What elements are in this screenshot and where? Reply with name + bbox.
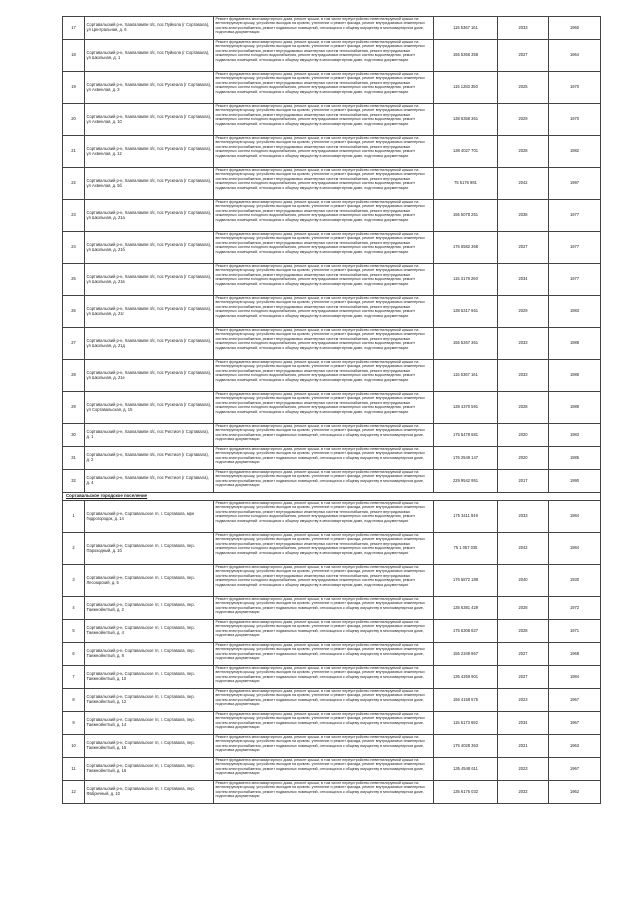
work-description-cell: Ремонт фундамента многоквартирного дома, ремонт крыши, в том числе переустройство невентилируемой крыши на вентилируемую крышу, устройство выходов на кровлю, утепление и ремонт фасада, ремонт внутридомовых инженерных систем электроснабжения, ремонт внутридомовых инженерных систем теплоснабжения, ремонт внутридомовых инженерных систем холодного водоснабжения, ремонт внутридомовых инженерных систем водоотведения, ремонт подвальных помещений, относящихся к общему имуществу в многоквартирном доме, подготовка документации <box>214 264 434 296</box>
row-number: 24 <box>63 232 85 264</box>
work-description-cell: Ремонт фундамента многоквартирного дома, ремонт крыши, в том числе переустройство невентилируемой крыши на вентилируемую крышу, устройство выходов на кровлю, утепление и ремонт фасада, ремонт внутридомовых инженерных систем электроснабжения, ремонт внутридомовых инженерных систем теплоснабжения, ремонт внутридомовых инженерных систем холодного водоснабжения, ремонт внутридомовых инженерных систем водоотведения, ремонт подвальных помещений, относящихся к общему имуществу в многоквартирном доме, подготовка документации <box>214 136 434 168</box>
table-body <box>63 17 601 804</box>
row-number: 17 <box>63 17 85 40</box>
work-description-cell: Ремонт фундамента многоквартирного дома, ремонт крыши, в том числе переустройство невентилируемой крыши на вентилируемую крышу, устройство выходов на кровлю, утепление и ремонт фасада, ремонт внутридомовых инженерных систем электроснабжения, ремонт подвальных помещений, относящихся к общему имуществу в многоквартирном доме, подготовка документации <box>214 666 434 689</box>
address-cell: Сортавальский р-н, Хаапалампи п/с, пос Рускеала (г Сортавала), ул Ахвенлая, д. 3 <box>85 72 214 104</box>
address-cell: Сортавальский р-н, Сортавальское гп, г. Сортавала, пер. Таежнойнлтый, д. 15 <box>85 735 214 758</box>
row-number: 8 <box>63 689 85 712</box>
row-number: 30 <box>63 424 85 447</box>
build-year-cell: 1977 <box>549 264 601 296</box>
cost-cell: 115 6173 692 <box>434 712 498 735</box>
table-row <box>63 232 601 264</box>
cost-cell: 229 9542 951 <box>434 470 498 493</box>
repair-year-cell: 2027 <box>498 666 549 689</box>
work-description-cell: Ремонт фундамента многоквартирного дома, ремонт крыши, в том числе переустройство невентилируемой крыши на вентилируемую крышу, устройство выходов на кровлю, утепление и ремонт фасада, ремонт внутридомовых инженерных систем электроснабжения, ремонт внутридомовых инженерных систем теплоснабжения, ремонт внутридомовых инженерных систем холодного водоснабжения, ремонт внутридомовых инженерных систем водоотведения, ремонт подвальных помещений, относящихся к общему имуществу в многоквартирном доме, подготовка документации <box>214 72 434 104</box>
build-year-cell: 1986 <box>549 360 601 392</box>
address-cell: Сортавальский р-н, Хаапалампи п/с, пос Пуйкола (г Сортавала), ул Школьная, д. 1 <box>85 40 214 72</box>
address-cell: Сортавальский р-н, Сортавальское гп, г. Сортавала, пер. Таежнойнлтый, д. 14 <box>85 712 214 735</box>
cost-cell: 176 2549 147 <box>434 447 498 470</box>
build-year-cell: 1960 <box>549 17 601 40</box>
cost-cell: 115 1283 350 <box>434 72 498 104</box>
address-cell: Сортавальский р-н, Сортавальское гп, г. Сортавала, пер. Таежнойнлтый, д. 16 <box>85 758 214 781</box>
repair-year-cell: 2027 <box>498 40 549 72</box>
repair-year-cell: 2028 <box>498 620 549 643</box>
repair-year-cell: 2028 <box>498 392 549 424</box>
work-description-cell: Ремонт фундамента многоквартирного дома, ремонт крыши, в том числе переустройство невентилируемой крыши на вентилируемую крышу, устройство выходов на кровлю, утепление и ремонт фасада, ремонт внутридомовых инженерных систем электроснабжения, ремонт внутридомовых инженерных систем теплоснабжения, ремонт внутридомовых инженерных систем холодного водоснабжения, ремонт внутридомовых инженерных систем водоотведения, ремонт подвальных помещений, относящихся к общему имуществу в многоквартирном доме, подготовка документации <box>214 392 434 424</box>
table-row <box>63 501 601 533</box>
cost-cell: 138 5317 661 <box>434 296 498 328</box>
table-row <box>63 424 601 447</box>
repair-year-cell: 2028 <box>498 136 549 168</box>
work-description-cell: Ремонт фундамента многоквартирного дома, ремонт крыши, в том числе переустройство невентилируемой крыши на вентилируемую крышу, устройство выходов на кровлю, утепление и ремонт фасада, ремонт внутридомовых инженерных систем электроснабжения, ремонт подвальных помещений, относящихся к общему имуществу в многоквартирном доме, подготовка документации <box>214 689 434 712</box>
table-row <box>63 689 601 712</box>
address-cell: Сортавальский р-н, Сортавальское гп, г. Сортавала, мрн Гидрогородок, д. 14 <box>85 501 214 533</box>
repair-year-cell: 2040 <box>498 565 549 597</box>
table-row <box>63 17 601 40</box>
address-cell: Сортавальский р-н, Хаапалампи п/с, пос Рускеала (г Сортавала), ул Ахвенлая, д. 12 <box>85 136 214 168</box>
document-page <box>62 16 582 804</box>
address-cell: Сортавальский р-н, Сортавальское гп, г. Сортавала, пер. Фабричный, д. 10 <box>85 781 214 804</box>
table-row <box>63 712 601 735</box>
cost-cell: 75 5176 981 <box>434 168 498 200</box>
build-year-cell: 1988 <box>549 328 601 360</box>
cost-cell: 175 3411 849 <box>434 501 498 533</box>
repair-year-cell: 2027 <box>498 232 549 264</box>
cost-cell: 175 6308 827 <box>434 620 498 643</box>
table-row <box>63 200 601 232</box>
work-description-cell: Ремонт фундамента многоквартирного дома, ремонт крыши, в том числе переустройство невентилируемой крыши на вентилируемую крышу, устройство выходов на кровлю, утепление и ремонт фасада, ремонт внутридомовых инженерных систем электроснабжения, ремонт внутридомовых инженерных систем теплоснабжения, ремонт внутридомовых инженерных систем холодного водоснабжения, ремонт внутридомовых инженерных систем водоотведения, ремонт подвальных помещений, относящихся к общему имуществу в многоквартирном доме, подготовка документации <box>214 168 434 200</box>
cost-cell: 176 5872 188 <box>434 565 498 597</box>
repair-year-cell: 2029 <box>498 296 549 328</box>
repair-year-cell: 2023 <box>498 689 549 712</box>
build-year-cell: 1967 <box>549 758 601 781</box>
address-cell: Сортавальский р-н, Сортавальское гп, г. Сортавала, пер. Пароходный, д. 1б <box>85 533 214 565</box>
table-row <box>63 735 601 758</box>
work-description-cell: Ремонт фундамента многоквартирного дома, ремонт крыши, в том числе переустройство невентилируемой крыши на вентилируемую крышу, устройство выходов на кровлю, утепление и ремонт фасада, ремонт внутридомовых инженерных систем электроснабжения, ремонт внутридомовых инженерных систем теплоснабжения, ремонт внутридомовых инженерных систем холодного водоснабжения, ремонт внутридомовых инженерных систем водоотведения, ремонт подвальных помещений, относящихся к общему имуществу в многоквартирном доме, подготовка документации <box>214 40 434 72</box>
table-row <box>63 643 601 666</box>
address-cell: Сортавальский р-н, Хаапалампи п/с, пос Ристиоя (г Сортавала), д. 4 <box>85 470 214 493</box>
repair-year-cell: 2028 <box>498 597 549 620</box>
address-cell: Сортавальский р-н, Хаапалампи п/с, пос Пуйкола (г Сортавала), ул Центральная, д. 6 <box>85 17 214 40</box>
table-row <box>63 72 601 104</box>
repair-year-cell: 2017 <box>498 470 549 493</box>
row-number: 1 <box>63 501 85 533</box>
work-description-cell: Ремонт фундамента многоквартирного дома, ремонт крыши, в том числе переустройство невентилируемой крыши на вентилируемую крышу, устройство выходов на кровлю, утепление и ремонт фасада, ремонт внутридомовых инженерных систем электроснабжения, ремонт подвальных помещений, относящихся к общему имуществу в многоквартирном доме, подготовка документации <box>214 781 434 804</box>
cost-cell: 175 4028 363 <box>434 735 498 758</box>
address-cell: Сортавальский р-н, Хаапалампи п/с, пос Рускеала (г Сортавала), ул Школьная, д. 21а <box>85 200 214 232</box>
cost-cell: 155 5267 361 <box>434 328 498 360</box>
repair-year-cell: 2034 <box>498 712 549 735</box>
table-row <box>63 620 601 643</box>
address-cell: Сортавальский р-н, Сортавальское гп, г. Сортавала, пер. Таежнойнлтый, д. 4 <box>85 620 214 643</box>
cost-cell: 155 5366 358 <box>434 40 498 72</box>
repair-year-cell: 2038 <box>498 200 549 232</box>
row-number: 2 <box>63 533 85 565</box>
build-year-cell: 1972 <box>549 597 601 620</box>
address-cell: Сортавальский р-н, Хаапалампи п/с, пос Рускеала (г Сортавала), ул Школьная, д. 21б <box>85 232 214 264</box>
row-number: 5 <box>63 620 85 643</box>
row-number: 9 <box>63 712 85 735</box>
table-row <box>63 565 601 597</box>
cost-cell: 138 4027 701 <box>434 136 498 168</box>
cost-cell: 135 6176 032 <box>434 781 498 804</box>
build-year-cell: 1977 <box>549 200 601 232</box>
build-year-cell: 1964 <box>549 40 601 72</box>
repair-year-cell: 2027 <box>498 643 549 666</box>
build-year-cell: 1984 <box>549 533 601 565</box>
table-row <box>63 328 601 360</box>
address-cell: Сортавальский р-н, Хаапалампи п/с, пос Рускеала (г Сортавала), ул Сортавальская, д. 15 <box>85 392 214 424</box>
table-row <box>63 360 601 392</box>
build-year-cell: 1990 <box>549 470 601 493</box>
work-description-cell: Ремонт фундамента многоквартирного дома, ремонт крыши, в том числе переустройство невентилируемой крыши на вентилируемую крышу, устройство выходов на кровлю, утепление и ремонт фасада, ремонт внутридомовых инженерных систем электроснабжения, ремонт внутридомовых инженерных систем теплоснабжения, ремонт внутридомовых инженерных систем холодного водоснабжения, ремонт внутридомовых инженерных систем водоотведения, ремонт подвальных помещений, относящихся к общему имуществу в многоквартирном доме, подготовка документации <box>214 200 434 232</box>
table-row <box>63 264 601 296</box>
build-year-cell: 1970 <box>549 72 601 104</box>
row-number: 29 <box>63 392 85 424</box>
row-number: 4 <box>63 597 85 620</box>
cost-cell: 115 5367 161 <box>434 17 498 40</box>
cost-cell: 155 4158 675 <box>434 689 498 712</box>
cost-cell: 138 6358 361 <box>434 104 498 136</box>
cost-cell: 135 6381 429 <box>434 597 498 620</box>
build-year-cell: 1967 <box>549 712 601 735</box>
table-row <box>63 104 601 136</box>
repair-year-cell: 2021 <box>498 735 549 758</box>
address-cell: Сортавальский р-н, Сортавальское гп, г. Сортавала, пер. Таежнойнлтый, д. 2 <box>85 597 214 620</box>
table-row <box>63 296 601 328</box>
build-year-cell: 1997 <box>549 168 601 200</box>
repair-year-cell: 2033 <box>498 17 549 40</box>
build-year-cell: 1971 <box>549 620 601 643</box>
address-cell: Сортавальский р-н, Хаапалампи п/с, пос Рускеала (г Сортавала), ул Школьная, д. 21д <box>85 328 214 360</box>
work-description-cell: Ремонт фундамента многоквартирного дома, ремонт крыши, в том числе переустройство невентилируемой крыши на вентилируемую крышу, устройство выходов на кровлю, утепление и ремонт фасада, ремонт внутридомовых инженерных систем электроснабжения, ремонт подвальных помещений, относящихся к общему имуществу в многоквартирном доме, подготовка документации <box>214 758 434 781</box>
table-row <box>63 533 601 565</box>
cost-cell: 175 5478 681 <box>434 424 498 447</box>
repair-year-cell: 2042 <box>498 533 549 565</box>
repair-year-cell: 2020 <box>498 447 549 470</box>
address-cell: Сортавальский р-н, Сортавальское гп, г. Сортавала, пер. Лесоюрский, д. 5 <box>85 565 214 597</box>
build-year-cell: 1968 <box>549 643 601 666</box>
build-year-cell: 1930 <box>549 565 601 597</box>
cost-cell: 155 2349 867 <box>434 643 498 666</box>
table-row <box>63 392 601 424</box>
address-cell: Сортавальский р-н, Хаапалампи п/с, пос Рускеала (г Сортавала), ул Ахвенлая, д. 10 <box>85 104 214 136</box>
cost-cell: 75 1 057 035 <box>434 533 498 565</box>
address-cell: Сортавальский р-н, Хаапалампи п/с, пос Рускеала (г Сортавала), ул Ахвенлая, д. 5б <box>85 168 214 200</box>
table-row <box>63 781 601 804</box>
cost-cell: 138 4370 591 <box>434 392 498 424</box>
repair-year-cell: 2020 <box>498 424 549 447</box>
work-description-cell: Ремонт фундамента многоквартирного дома, ремонт крыши, в том числе переустройство невентилируемой крыши на вентилируемую крышу, устройство выходов на кровлю, утепление и ремонт фасада, ремонт внутридомовых инженерных систем электроснабжения, ремонт подвальных помещений, относящихся к общему имуществу в многоквартирном доме, подготовка документации <box>214 447 434 470</box>
work-description-cell: Ремонт фундамента многоквартирного дома, ремонт крыши, в том числе переустройство невентилируемой крыши на вентилируемую крышу, устройство выходов на кровлю, утепление и ремонт фасада, ремонт внутридомовых инженерных систем электроснабжения, ремонт подвальных помещений, относящихся к общему имуществу в многоквартирном доме, подготовка документации <box>214 17 434 40</box>
work-description-cell: Ремонт фундамента многоквартирного дома, ремонт крыши, в том числе переустройство невентилируемой крыши на вентилируемую крышу, устройство выходов на кровлю, утепление и ремонт фасада, ремонт внутридомовых инженерных систем электроснабжения, ремонт внутридомовых инженерных систем теплоснабжения, ремонт внутридомовых инженерных систем холодного водоснабжения, ремонт внутридомовых инженерных систем водоотведения, ремонт подвальных помещений, относящихся к общему имуществу в многоквартирном доме, подготовка документации <box>214 565 434 597</box>
cost-cell: 135 4548 611 <box>434 758 498 781</box>
row-number: 21 <box>63 136 85 168</box>
row-number: 3 <box>63 565 85 597</box>
repair-year-cell: 2032 <box>498 781 549 804</box>
build-year-cell: 1962 <box>549 781 601 804</box>
address-cell: Сортавальский р-н, Хаапалампи п/с, пос Рускеала (г Сортавала), ул Школьная, д. 21г <box>85 296 214 328</box>
section-header-row <box>63 493 601 501</box>
cost-cell: 176 6582 368 <box>434 232 498 264</box>
row-number: 20 <box>63 104 85 136</box>
address-cell: Сортавальский р-н, Хаапалампи п/с, пос Ристиоя (г Сортавала), д. 1 <box>85 424 214 447</box>
build-year-cell: 1985 <box>549 447 601 470</box>
table-row <box>63 40 601 72</box>
work-description-cell: Ремонт фундамента многоквартирного дома, ремонт крыши, в том числе переустройство невентилируемой крыши на вентилируемую крышу, устройство выходов на кровлю, утепление и ремонт фасада, ремонт внутридомовых инженерных систем электроснабжения, ремонт подвальных помещений, относящихся к общему имуществу в многоквартирном доме, подготовка документации <box>214 597 434 620</box>
build-year-cell: 1970 <box>549 104 601 136</box>
build-year-cell: 1984 <box>549 501 601 533</box>
work-description-cell: Ремонт фундамента многоквартирного дома, ремонт крыши, в том числе переустройство невентилируемой крыши на вентилируемую крышу, устройство выходов на кровлю, утепление и ремонт фасада, ремонт внутридомовых инженерных систем электроснабжения, ремонт внутридомовых инженерных систем теплоснабжения, ремонт внутридомовых инженерных систем холодного водоснабжения, ремонт внутридомовых инженерных систем водоотведения, ремонт подвальных помещений, относящихся к общему имуществу в многоквартирном доме, подготовка документации <box>214 104 434 136</box>
row-number: 26 <box>63 296 85 328</box>
work-description-cell: Ремонт фундамента многоквартирного дома, ремонт крыши, в том числе переустройство невентилируемой крыши на вентилируемую крышу, устройство выходов на кровлю, утепление и ремонт фасада, ремонт внутридомовых инженерных систем электроснабжения, ремонт подвальных помещений, относящихся к общему имуществу в многоквартирном доме, подготовка документации <box>214 424 434 447</box>
row-number: 6 <box>63 643 85 666</box>
address-cell: Сортавальский р-н, Хаапалампи п/с, пос Рускеала (г Сортавала), ул Школьная, д. 21в <box>85 264 214 296</box>
build-year-cell: 1989 <box>549 392 601 424</box>
work-description-cell: Ремонт фундамента многоквартирного дома, ремонт крыши, в том числе переустройство невентилируемой крыши на вентилируемую крышу, устройство выходов на кровлю, утепление и ремонт фасада, ремонт внутридомовых инженерных систем электроснабжения, ремонт внутридомовых инженерных систем теплоснабжения, ремонт внутридомовых инженерных систем холодного водоснабжения, ремонт внутридомовых инженерных систем водоотведения, ремонт подвальных помещений, относящихся к общему имуществу в многоквартирном доме, подготовка документации <box>214 533 434 565</box>
address-cell: Сортавальский р-н, Сортавальское гп, г. Сортавала, пер. Таежнойнлтый, д. 8 <box>85 643 214 666</box>
repair-year-cell: 2033 <box>498 501 549 533</box>
table-row <box>63 168 601 200</box>
table-row <box>63 470 601 493</box>
row-number: 32 <box>63 470 85 493</box>
row-number: 19 <box>63 72 85 104</box>
row-number: 28 <box>63 360 85 392</box>
row-number: 12 <box>63 781 85 804</box>
table-row <box>63 136 601 168</box>
build-year-cell: 1984 <box>549 666 601 689</box>
build-year-cell: 1983 <box>549 424 601 447</box>
work-description-cell: Ремонт фундамента многоквартирного дома, ремонт крыши, в том числе переустройство невентилируемой крыши на вентилируемую крышу, устройство выходов на кровлю, утепление и ремонт фасада, ремонт внутридомовых инженерных систем электроснабжения, ремонт подвальных помещений, относящихся к общему имуществу в многоквартирном доме, подготовка документации <box>214 643 434 666</box>
work-description-cell: Ремонт фундамента многоквартирного дома, ремонт крыши, в том числе переустройство невентилируемой крыши на вентилируемую крышу, устройство выходов на кровлю, утепление и ремонт фасада, ремонт внутридомовых инженерных систем электроснабжения, ремонт подвальных помещений, относящихся к общему имуществу в многоквартирном доме, подготовка документации <box>214 712 434 735</box>
build-year-cell: 1982 <box>549 136 601 168</box>
cost-cell: 135 4269 901 <box>434 666 498 689</box>
section-title: Сортавальское городское поселение <box>63 493 601 501</box>
repair-year-cell: 2023 <box>498 758 549 781</box>
repair-year-cell: 2034 <box>498 264 549 296</box>
work-description-cell: Ремонт фундамента многоквартирного дома, ремонт крыши, в том числе переустройство невентилируемой крыши на вентилируемую крышу, устройство выходов на кровлю, утепление и ремонт фасада, ремонт внутридомовых инженерных систем электроснабжения, ремонт внутридомовых инженерных систем теплоснабжения, ремонт внутридомовых инженерных систем холодного водоснабжения, ремонт внутридомовых инженерных систем водоотведения, ремонт подвальных помещений, относящихся к общему имуществу в многоквартирном доме, подготовка документации <box>214 328 434 360</box>
row-number: 7 <box>63 666 85 689</box>
repair-year-cell: 2033 <box>498 328 549 360</box>
row-number: 25 <box>63 264 85 296</box>
address-cell: Сортавальский р-н, Хаапалампи п/с, пос Рускеала (г Сортавала), ул Школьная, д. 21е <box>85 360 214 392</box>
work-description-cell: Ремонт фундамента многоквартирного дома, ремонт крыши, в том числе переустройство невентилируемой крыши на вентилируемую крышу, устройство выходов на кровлю, утепление и ремонт фасада, ремонт внутридомовых инженерных систем электроснабжения, ремонт внутридомовых инженерных систем теплоснабжения, ремонт внутридомовых инженерных систем холодного водоснабжения, ремонт внутридомовых инженерных систем водоотведения, ремонт подвальных помещений, относящихся к общему имуществу в многоквартирном доме, подготовка документации <box>214 360 434 392</box>
work-description-cell: Ремонт фундамента многоквартирного дома, ремонт крыши, в том числе переустройство невентилируемой крыши на вентилируемую крышу, устройство выходов на кровлю, утепление и ремонт фасада, ремонт внутридомовых инженерных систем электроснабжения, ремонт подвальных помещений, относящихся к общему имуществу в многоквартирном доме, подготовка документации <box>214 620 434 643</box>
row-number: 31 <box>63 447 85 470</box>
address-cell: Сортавальский р-н, Хаапалампи п/с, пос Ристиоя (г Сортавала), д. 2 <box>85 447 214 470</box>
work-description-cell: Ремонт фундамента многоквартирного дома, ремонт крыши, в том числе переустройство невентилируемой крыши на вентилируемую крышу, устройство выходов на кровлю, утепление и ремонт фасада, ремонт внутридомовых инженерных систем электроснабжения, ремонт подвальных помещений, относящихся к общему имуществу в многоквартирном доме, подготовка документации <box>214 735 434 758</box>
repair-year-cell: 2033 <box>498 360 549 392</box>
row-number: 18 <box>63 40 85 72</box>
row-number: 11 <box>63 758 85 781</box>
work-description-cell: Ремонт фундамента многоквартирного дома, ремонт крыши, в том числе переустройство невентилируемой крыши на вентилируемую крышу, устройство выходов на кровлю, утепление и ремонт фасада, ремонт внутридомовых инженерных систем электроснабжения, ремонт подвальных помещений, относящихся к общему имуществу в многоквартирном доме, подготовка документации <box>214 470 434 493</box>
address-cell: Сортавальский р-н, Сортавальское гп, г. Сортавала, пер. Таежнойнлтый, д. 10 <box>85 666 214 689</box>
table-row <box>63 666 601 689</box>
row-number: 10 <box>63 735 85 758</box>
row-number: 27 <box>63 328 85 360</box>
cost-cell: 115 5367 161 <box>434 360 498 392</box>
address-cell: Сортавальский р-н, Сортавальское гп, г. Сортавала, пер. Таежнойнлтый, д. 12 <box>85 689 214 712</box>
build-year-cell: 1967 <box>549 689 601 712</box>
repair-year-cell: 2025 <box>498 72 549 104</box>
table-row <box>63 597 601 620</box>
repair-year-cell: 2029 <box>498 104 549 136</box>
work-description-cell: Ремонт фундамента многоквартирного дома, ремонт крыши, в том числе переустройство невентилируемой крыши на вентилируемую крышу, устройство выходов на кровлю, утепление и ремонт фасада, ремонт внутридомовых инженерных систем электроснабжения, ремонт внутридомовых инженерных систем теплоснабжения, ремонт внутридомовых инженерных систем холодного водоснабжения, ремонт внутридомовых инженерных систем водоотведения, ремонт подвальных помещений, относящихся к общему имуществу в многоквартирном доме, подготовка документации <box>214 232 434 264</box>
cost-cell: 115 3178 260 <box>434 264 498 296</box>
repair-schedule-table <box>62 16 601 804</box>
build-year-cell: 1983 <box>549 296 601 328</box>
row-number: 23 <box>63 200 85 232</box>
cost-cell: 155 5078 251 <box>434 200 498 232</box>
row-number: 22 <box>63 168 85 200</box>
work-description-cell: Ремонт фундамента многоквартирного дома, ремонт крыши, в том числе переустройство невентилируемой крыши на вентилируемую крышу, устройство выходов на кровлю, утепление и ремонт фасада, ремонт внутридомовых инженерных систем электроснабжения, ремонт внутридомовых инженерных систем теплоснабжения, ремонт внутридомовых инженерных систем холодного водоснабжения, ремонт внутридомовых инженерных систем водоотведения, ремонт подвальных помещений, относящихся к общему имуществу в многоквартирном доме, подготовка документации <box>214 296 434 328</box>
work-description-cell: Ремонт фундамента многоквартирного дома, ремонт крыши, в том числе переустройство невентилируемой крыши на вентилируемую крышу, устройство выходов на кровлю, утепление и ремонт фасада, ремонт внутридомовых инженерных систем электроснабжения, ремонт внутридомовых инженерных систем теплоснабжения, ремонт внутридомовых инженерных систем холодного водоснабжения, ремонт внутридомовых инженерных систем водоотведения, ремонт подвальных помещений, относящихся к общему имуществу в многоквартирном доме, подготовка документации <box>214 501 434 533</box>
build-year-cell: 1977 <box>549 232 601 264</box>
build-year-cell: 1963 <box>549 735 601 758</box>
table-row <box>63 758 601 781</box>
table-row <box>63 447 601 470</box>
repair-year-cell: 2042 <box>498 168 549 200</box>
